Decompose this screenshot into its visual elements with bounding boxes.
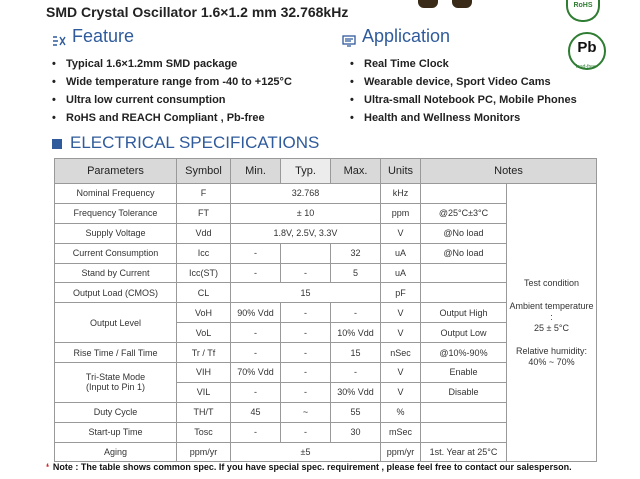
cell-typ: - <box>281 343 331 363</box>
header-symbol: Symbol <box>177 159 231 184</box>
cell-notes <box>421 263 507 283</box>
cell-units: % <box>381 402 421 422</box>
humidity-value: 40% ~ 70% <box>528 356 575 367</box>
cell-units: mSec <box>381 422 421 442</box>
cell-value: 32.768 <box>231 184 381 204</box>
tristate-label: Tri-State Mode <box>85 372 146 383</box>
cell-parameter: Duty Cycle <box>55 402 177 422</box>
cell-units: V <box>381 382 421 402</box>
page-title: SMD Crystal Oscillator 1.6×1.2 mm 32.768kHz <box>46 4 349 20</box>
cell-parameter: Output Load (CMOS) <box>55 283 177 303</box>
cell-min: 70% Vdd <box>231 363 281 383</box>
feature-item: • Wide temperature range from -40 to +125°C <box>52 73 292 91</box>
cell-min: - <box>231 263 281 283</box>
cell-notes <box>421 184 507 204</box>
cell-parameter: Current Consumption <box>55 243 177 263</box>
cell-min: - <box>231 422 281 442</box>
cell-notes: Disable <box>421 382 507 402</box>
application-item: • Real Time Clock <box>350 55 577 73</box>
cell-parameter: Stand by Current <box>55 263 177 283</box>
note-mark-icon: ❛ <box>46 462 49 472</box>
tristate-sublabel: (Input to Pin 1) <box>85 382 146 393</box>
test-condition-label: Test condition <box>523 277 580 288</box>
square-bullet-icon <box>52 139 62 149</box>
cell-typ: - <box>281 422 331 442</box>
table-header-row <box>55 159 597 184</box>
cell-units: pF <box>381 283 421 303</box>
cell-max: 32 <box>331 243 381 263</box>
cell-notes <box>421 402 507 422</box>
cell-typ: - <box>281 323 331 343</box>
cell-units: ppm <box>381 203 421 223</box>
cell-symbol: VIH <box>177 363 231 383</box>
pb-free-logo: Pb <box>568 32 606 70</box>
crystal-image-1 <box>418 0 438 8</box>
cell-typ: - <box>281 363 331 383</box>
application-icon <box>342 31 356 43</box>
application-list <box>350 55 577 127</box>
cell-symbol: CL <box>177 283 231 303</box>
feature-icon <box>52 31 66 43</box>
header-parameters: Parameters <box>55 159 177 184</box>
cell-symbol: Icc <box>177 243 231 263</box>
cell-notes <box>421 283 507 303</box>
cell-value: ±5 <box>231 442 381 462</box>
cell-value: 1.8V, 2.5V, 3.3V <box>231 223 381 243</box>
footnote <box>46 462 572 473</box>
feature-item: • Ultra low current consumption <box>52 91 292 109</box>
cell-units: V <box>381 223 421 243</box>
cell-symbol: TH/T <box>177 402 231 422</box>
crystal-image-2 <box>452 0 472 8</box>
cell-parameter: Output Level <box>55 303 177 343</box>
cell-parameter: Frequency Tolerance <box>55 203 177 223</box>
cell-min: - <box>231 323 281 343</box>
cell-value: 15 <box>231 283 381 303</box>
cell-parameter: Start-up Time <box>55 422 177 442</box>
cell-parameter: Supply Voltage <box>55 223 177 243</box>
cell-max: 15 <box>331 343 381 363</box>
cell-min: - <box>231 343 281 363</box>
cell-symbol: Vdd <box>177 223 231 243</box>
cell-value: ± 10 <box>231 203 381 223</box>
cell-symbol: Tr / Tf <box>177 343 231 363</box>
cell-parameter: Nominal Frequency <box>55 184 177 204</box>
cell-notes: @No load <box>421 223 507 243</box>
cell-max: 30 <box>331 422 381 442</box>
application-heading <box>342 26 450 47</box>
feature-heading-text: Feature <box>72 26 135 46</box>
header-min: Min. <box>231 159 281 184</box>
cell-notes: 1st. Year at 25°C <box>421 442 507 462</box>
feature-item: • RoHS and REACH Compliant , Pb-free <box>52 109 292 127</box>
cell-symbol: ppm/yr <box>177 442 231 462</box>
cell-typ: - <box>281 263 331 283</box>
cell-symbol: VoL <box>177 323 231 343</box>
header-units: Units <box>381 159 421 184</box>
cell-units: V <box>381 303 421 323</box>
rohs-logo: RoHS <box>566 0 600 22</box>
cell-symbol: F <box>177 184 231 204</box>
cell-units: ppm/yr <box>381 442 421 462</box>
cell-typ <box>281 243 331 263</box>
header-typ: Typ. <box>281 159 331 184</box>
cell-min: - <box>231 382 281 402</box>
cell-symbol: Tosc <box>177 422 231 442</box>
feature-list <box>52 55 292 127</box>
cell-parameter <box>55 363 177 403</box>
spec-table <box>54 158 597 462</box>
cell-parameter: Rise Time / Fall Time <box>55 343 177 363</box>
application-item: • Health and Wellness Monitors <box>350 109 577 127</box>
cell-symbol: VoH <box>177 303 231 323</box>
cell-max: 30% Vdd <box>331 382 381 402</box>
cell-units: uA <box>381 263 421 283</box>
application-item: • Wearable device, Sport Video Cams <box>350 73 577 91</box>
cell-max: - <box>331 303 381 323</box>
ambient-value: 25 ± 5°C <box>533 322 570 333</box>
cell-min: 90% Vdd <box>231 303 281 323</box>
cell-units: kHz <box>381 184 421 204</box>
pb-free-caption: lead-free <box>576 64 596 70</box>
cell-units: V <box>381 363 421 383</box>
cell-parameter: Aging <box>55 442 177 462</box>
footnote-text: Note : The table shows common spec. If you have special spec. requirement , please feel free to contact our salesperson. <box>52 462 572 472</box>
cell-max: 5 <box>331 263 381 283</box>
cell-max: 10% Vdd <box>331 323 381 343</box>
header-max: Max. <box>331 159 381 184</box>
cell-notes: Output Low <box>421 323 507 343</box>
cell-notes: @25°C±3°C <box>421 203 507 223</box>
cell-units: V <box>381 323 421 343</box>
cell-min: 45 <box>231 402 281 422</box>
cell-notes: @10%-90% <box>421 343 507 363</box>
cell-units: nSec <box>381 343 421 363</box>
cell-typ: - <box>281 303 331 323</box>
cell-typ: ~ <box>281 402 331 422</box>
humidity-label: Relative humidity: <box>515 345 588 356</box>
feature-item: • Typical 1.6×1.2mm SMD package <box>52 55 292 73</box>
cell-max: - <box>331 363 381 383</box>
cell-units: uA <box>381 243 421 263</box>
electrical-heading-text: ELECTRICAL SPECIFICATIONS <box>70 133 320 152</box>
cell-symbol: Icc(ST) <box>177 263 231 283</box>
cell-symbol: FT <box>177 203 231 223</box>
cell-notes <box>421 422 507 442</box>
cell-notes: @No load <box>421 243 507 263</box>
header-notes: Notes <box>421 159 597 184</box>
cell-notes: Output High <box>421 303 507 323</box>
ambient-label: Ambient temperature : <box>509 300 594 322</box>
cell-notes: Enable <box>421 363 507 383</box>
table-row <box>55 184 597 204</box>
cell-typ: - <box>281 382 331 402</box>
application-item: • Ultra-small Notebook PC, Mobile Phones <box>350 91 577 109</box>
feature-heading <box>52 26 134 47</box>
cell-min: - <box>231 243 281 263</box>
cell-symbol: VIL <box>177 382 231 402</box>
electrical-heading <box>52 133 319 153</box>
cell-max: 55 <box>331 402 381 422</box>
application-heading-text: Application <box>362 26 451 46</box>
test-condition-cell <box>507 184 597 462</box>
